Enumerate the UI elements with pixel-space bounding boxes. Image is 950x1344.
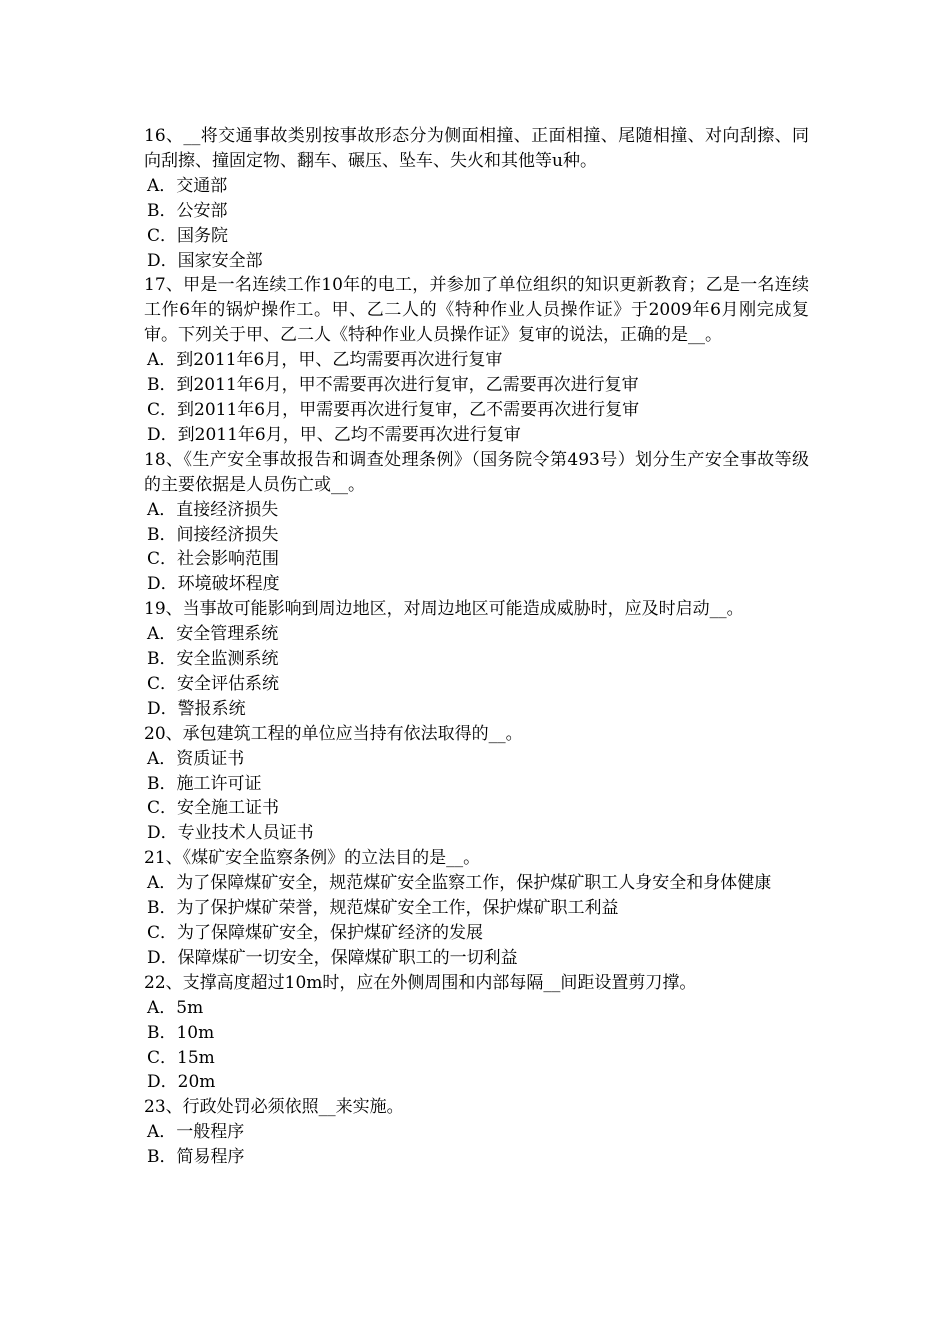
question-stem: 17、甲是一名连续工作10年的电工，并参加了单位组织的知识更新教育；乙是一名连续工作6年的锅炉操作工。甲、乙二人的《特种作业人员操作证》于2009年6月刚完成复审。下列关于甲、乙二人《特种作业人员操作证》复审的说法，正确的是__。 bbox=[144, 275, 809, 346]
option-a: A．5m bbox=[147, 997, 204, 1018]
option-b: B．到2011年6月，甲不需要再次进行复审，乙需要再次进行复审 bbox=[147, 375, 639, 396]
option-d: D．警报系统 bbox=[147, 698, 246, 719]
option-a: A．直接经济损失 bbox=[147, 499, 279, 520]
option-b: B．公安部 bbox=[147, 200, 228, 221]
option-a: A．安全管理系统 bbox=[147, 624, 279, 645]
option-c: C．安全评估系统 bbox=[147, 673, 280, 694]
option-c: C．安全施工证书 bbox=[147, 798, 280, 819]
question-22 bbox=[144, 971, 809, 1096]
question-21 bbox=[144, 846, 809, 971]
option-a: A．交通部 bbox=[147, 175, 228, 196]
question-20 bbox=[144, 722, 809, 847]
option-b: B．施工许可证 bbox=[147, 773, 262, 794]
option-b: B．10m bbox=[147, 1022, 215, 1043]
option-d: D．环境破坏程度 bbox=[147, 574, 280, 595]
question-stem: 18、《生产安全事故报告和调查处理条例》（国务院令第493号）划分生产安全事故等级的主要依据是人员伤亡或__。 bbox=[144, 449, 809, 495]
option-c: C．到2011年6月，甲需要再次进行复审，乙不需要再次进行复审 bbox=[147, 399, 640, 420]
question-list bbox=[144, 124, 809, 1170]
question-17 bbox=[144, 273, 809, 447]
option-a: A．资质证书 bbox=[147, 748, 245, 769]
question-stem: 16、__将交通事故类别按事故形态分为侧面相撞、正面相撞、尾随相撞、对向刮擦、同向刮擦、撞固定物、翻车、碾压、坠车、失火和其他等u种。 bbox=[144, 126, 809, 171]
question-23 bbox=[144, 1095, 809, 1170]
option-a: A．到2011年6月，甲、乙均需要再次进行复审 bbox=[147, 350, 503, 371]
question-19 bbox=[144, 597, 809, 722]
option-d: D．专业技术人员证书 bbox=[147, 823, 314, 844]
question-stem: 21、《煤矿安全监察条例》的立法目的是__。 bbox=[144, 848, 481, 869]
question-16 bbox=[144, 124, 809, 273]
option-b: B．简易程序 bbox=[147, 1147, 245, 1168]
option-d: D．到2011年6月，甲、乙均不需要再次进行复审 bbox=[147, 424, 521, 445]
option-c: C．为了保障煤矿安全，保护煤矿经济的发展 bbox=[147, 923, 484, 943]
option-c: C．15m bbox=[147, 1047, 215, 1068]
option-d: D．国家安全部 bbox=[147, 250, 263, 271]
option-d: D．保障煤矿一切安全，保障煤矿职工的一切利益 bbox=[147, 947, 518, 968]
question-stem: 22、支撑高度超过10m时，应在外侧周围和内部每隔__间距设置剪刀撑。 bbox=[144, 972, 697, 993]
question-stem: 23、行政处罚必须依照__来实施。 bbox=[144, 1097, 404, 1118]
question-stem: 19、当事故可能影响到周边地区，对周边地区可能造成威胁时，应及时启动__。 bbox=[144, 599, 744, 620]
option-b: B．为了保护煤矿荣誉，规范煤矿安全工作，保护煤矿职工利益 bbox=[147, 898, 619, 919]
option-d: D．20m bbox=[147, 1072, 216, 1093]
option-c: C．国务院 bbox=[147, 225, 229, 246]
option-a: A．一般程序 bbox=[147, 1122, 245, 1143]
option-b: B．安全监测系统 bbox=[147, 649, 279, 670]
option-a: A．为了保障煤矿安全，规范煤矿安全监察工作，保护煤矿职工人身安全和身体健康 bbox=[147, 873, 772, 894]
question-18 bbox=[144, 448, 809, 597]
option-b: B．间接经济损失 bbox=[147, 524, 279, 545]
question-stem: 20、承包建筑工程的单位应当持有依法取得的__。 bbox=[144, 723, 523, 744]
option-c: C．社会影响范围 bbox=[147, 549, 280, 570]
